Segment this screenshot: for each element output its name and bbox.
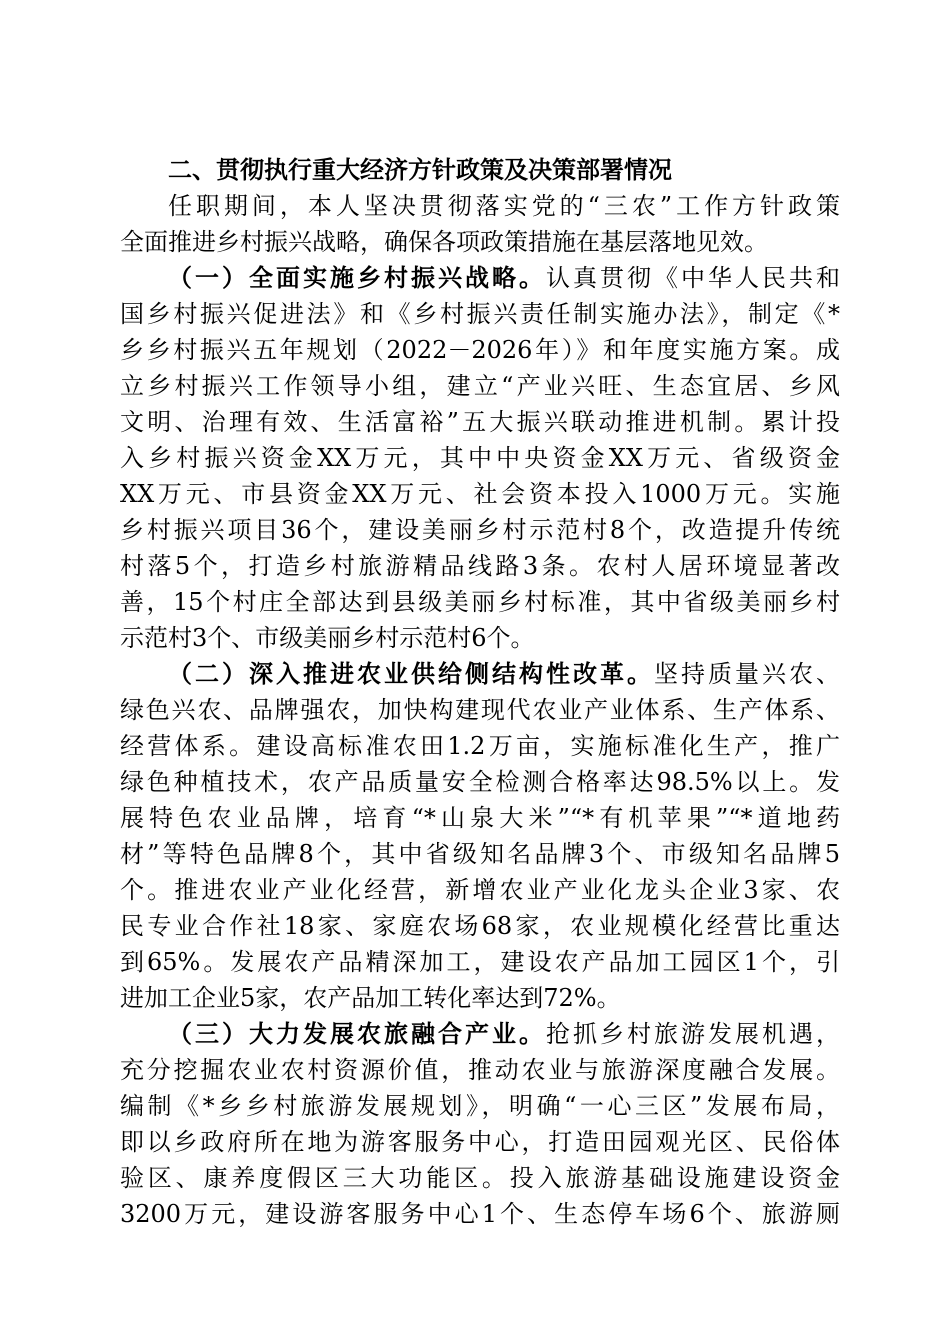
section2-line: 民专业合作社18家、家庭农场68家，农业规模化经营比重达 (120, 912, 840, 940)
section2-line: 到65%。发展农产品精深加工，建设农产品加工园区1个，引 (120, 948, 840, 976)
section3-first-line-text: 抢抓乡村旅游发展机遇， (546, 1020, 840, 1048)
intro-line-1: 任职期间，本人坚决贯彻落实党的“三农”工作方针政策 (168, 192, 840, 220)
section1-line: 示范村3个、市级美丽乡村示范村6个。 (120, 624, 535, 652)
section2-line: 进加工企业5家，农产品加工转化率达到72%。 (120, 984, 621, 1012)
section1-line: 入乡村振兴资金XX万元，其中中央资金XX万元、省级资金 (120, 444, 840, 472)
section3-line: 编制《*乡乡村旅游发展规划》，明确“一心三区”发展布局， (120, 1092, 840, 1120)
section1-first-line (168, 260, 840, 296)
section1-line: 乡村振兴项目36个，建设美丽乡村示范村8个，改造提升传统 (120, 516, 840, 544)
section1-line: 善，15个村庄全部达到县级美丽乡村标准，其中省级美丽乡村 (120, 588, 840, 616)
section1-first-line-text: 认真贯彻《中华人民共和 (546, 264, 840, 292)
section-heading: 二、贯彻执行重大经济方针政策及决策部署情况 (168, 155, 672, 184)
section2-line: 个。推进农业产业化经营，新增农业产业化龙头企业3家、农 (120, 876, 840, 904)
intro-line-2: 全面推进乡村振兴战略，确保各项政策措施在基层落地见效。 (120, 228, 768, 256)
section1-line: 立乡村振兴工作领导小组，建立“产业兴旺、生态宜居、乡风 (120, 372, 840, 400)
section2-line: 展特色农业品牌，培育“*山泉大米”“*有机苹果”“*道地药 (120, 804, 840, 832)
section2-line: 经营体系。建设高标准农田1.2万亩，实施标准化生产，推广 (120, 732, 840, 760)
section2-line: 材”等特色品牌8个，其中省级知名品牌3个、市级知名品牌5 (120, 840, 840, 868)
section2-first-line (168, 656, 840, 692)
section3-first-line (168, 1016, 840, 1052)
section3-title: （三）大力发展农旅融合产业。 (168, 1019, 546, 1048)
section3-line: 充分挖掘农业农村资源价值，推动农业与旅游深度融合发展。 (120, 1056, 840, 1084)
section3-line: 3200万元，建设游客服务中心1个、生态停车场6个、旅游厕 (120, 1200, 840, 1228)
section2-line: 绿色兴农、品牌强农，加快构建现代农业产业体系、生产体系、 (120, 696, 840, 724)
section1-title: （一）全面实施乡村振兴战略。 (168, 263, 546, 292)
section2-title: （二）深入推进农业供给侧结构性改革。 (168, 659, 654, 688)
section2-first-line-text: 坚持质量兴农、 (654, 660, 840, 688)
section1-line: 文明、治理有效、生活富裕”五大振兴联动推进机制。累计投 (120, 408, 840, 436)
section1-line: 村落5个，打造乡村旅游精品线路3条。农村人居环境显著改 (120, 552, 840, 580)
section3-line: 验区、康养度假区三大功能区。投入旅游基础设施建设资金 (120, 1164, 840, 1192)
section2-line: 绿色种植技术，农产品质量安全检测合格率达98.5%以上。发 (120, 768, 840, 796)
section3-line: 即以乡政府所在地为游客服务中心，打造田园观光区、民俗体 (120, 1128, 840, 1156)
section1-line: 国乡村振兴促进法》和《乡村振兴责任制实施办法》，制定《* (120, 300, 840, 328)
section1-line: XX万元、市县资金XX万元、社会资本投入1000万元。实施 (120, 480, 840, 508)
section1-line: 乡乡村振兴五年规划（2022－2026年）》和年度实施方案。成 (120, 336, 840, 364)
